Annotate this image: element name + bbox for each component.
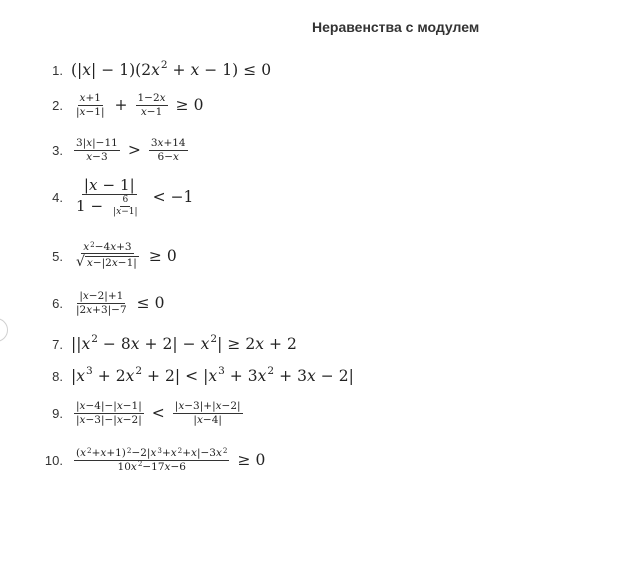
- inequality-expression: $\frac{x+1}{|x-1|}$ + $\frac{1-2x}{x-1}$ ≥ 0: [76, 92, 204, 118]
- inequality-expression: $\frac{(x^2+x+1)^2-2|x^3+x^2+x|-3x^2}{10x^2-17x-6}$ ≥ 0: [76, 446, 266, 473]
- item-number: 10.: [44, 452, 63, 468]
- inequality-item: [30, 81, 610, 129]
- inequality-expression: | x 3 + 2 x 2 + 2| < | x 3 + 3 x 2 + 3 x − 2|: [71, 365, 354, 385]
- item-number: 4.: [52, 189, 63, 205]
- inequality-expression: || x 2 − 8 x + 2| − x 2 | ≥ 2 x + 2: [71, 333, 297, 353]
- item-number: 2.: [52, 97, 63, 113]
- inequality-item: [30, 126, 610, 174]
- item-number: 5.: [52, 248, 63, 264]
- inequality-expression: $\frac{3|x|-11}{x-3}$ > $\frac{3x+14}{6-x}$: [76, 137, 186, 163]
- scroll-handle[interactable]: [0, 318, 8, 342]
- item-number: 7.: [52, 336, 63, 352]
- inequality-expression: |x − 1| 1 − $\frac{6}{|x-1|}$ < −1: [76, 176, 194, 217]
- inequality-expression: $\frac{|x-2|+1}{|2x+3|-7}$ ≤ 0: [76, 290, 165, 316]
- inequality-expression: (| x | − 1)(2 x 2 + x − 1) ≤ 0: [71, 59, 272, 79]
- inequality-expression: $\frac{|x-4|-|x-1|}{|x-3|-|x-2|}$ < $\frac{|x-3|+|x-2|}{|x-4|}$: [76, 400, 241, 426]
- item-number: 6.: [52, 295, 63, 311]
- item-number: 9.: [52, 405, 63, 421]
- item-number: 1.: [52, 62, 63, 78]
- item-number: 3.: [52, 142, 63, 158]
- item-number: 8.: [52, 368, 63, 384]
- inequality-item: [30, 172, 610, 222]
- page-title: Неравенства с модулем: [312, 19, 480, 35]
- inequality-item: [30, 436, 610, 484]
- inequality-item: [30, 232, 610, 280]
- inequality-expression: $x^2-4x+3$ √ x−|2x−1| ≥ 0: [76, 240, 177, 271]
- inequality-item: [30, 389, 610, 437]
